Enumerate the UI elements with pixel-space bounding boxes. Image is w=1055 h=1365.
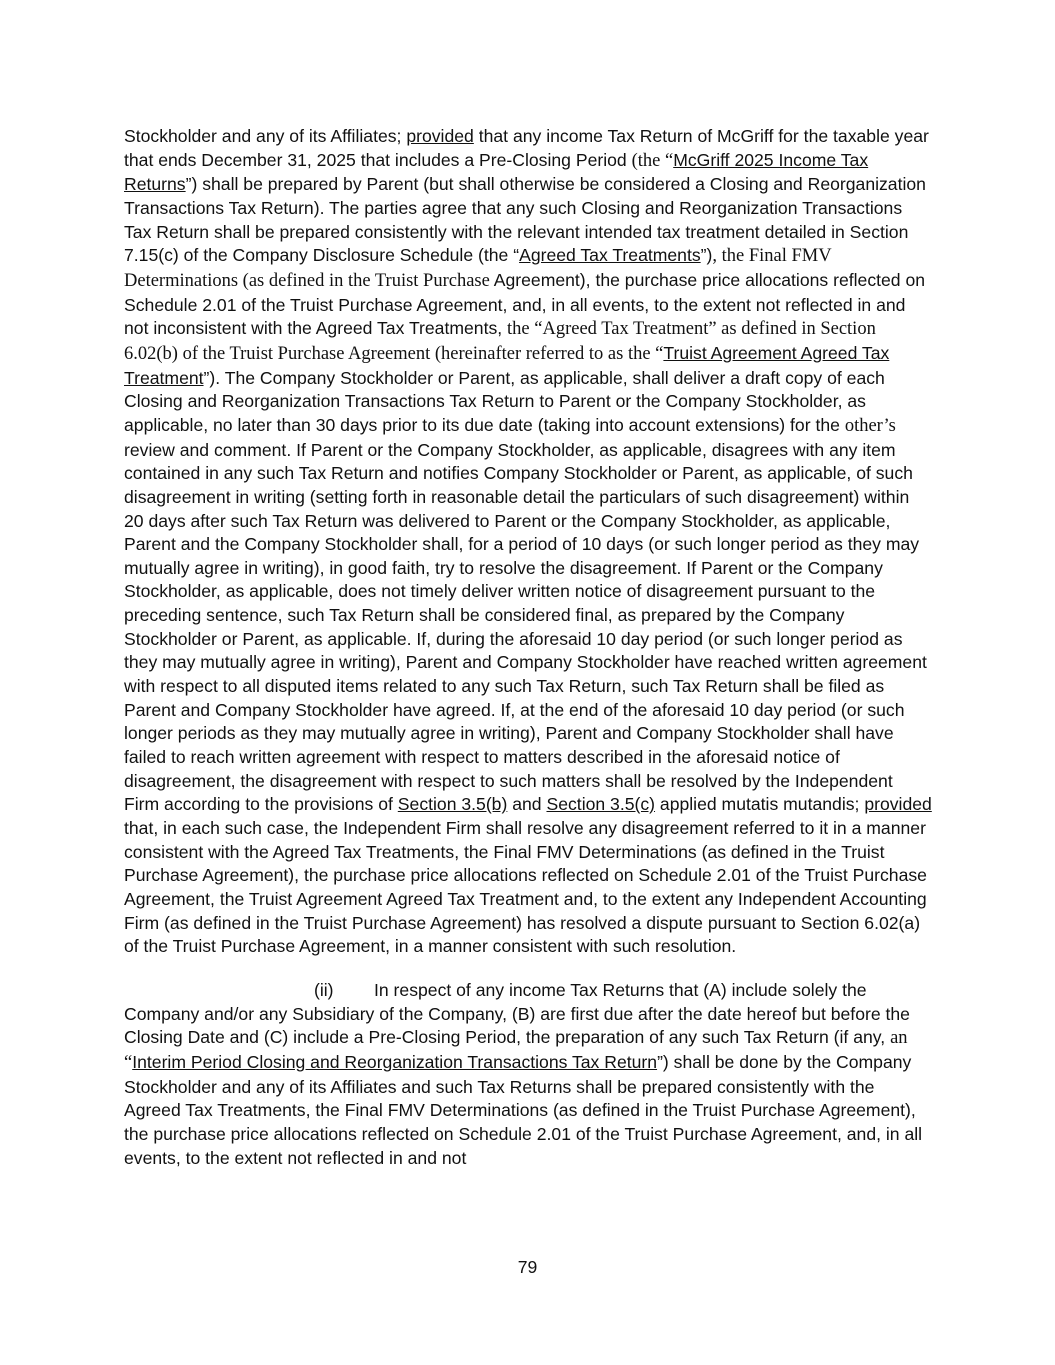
- defined-term-agreed-tax-treatments: Agreed Tax Treatments: [519, 245, 701, 266]
- page-number: 79: [517, 1257, 538, 1277]
- section-reference-3-5-b: Section 3.5(b): [397, 794, 508, 815]
- text-run: ”) shall be prepared by Parent (but shall otherwise be considered a Closing and Reorganization Transactions Tax Return). The parties agree that any such Closing and Reorganization Transactions Tax Return shall be prepared consistently with the relevant intended tax treatment detailed in Section 7.15(c) of the Company Disclosure Schedule (the “: [124, 174, 926, 266]
- subsection-marker: (ii): [314, 979, 334, 1000]
- text-run: Stockholder and any of its Affiliates;: [124, 126, 407, 146]
- provided-term: provided: [406, 126, 474, 146]
- text-run: , the Final FMV Determinations (as defined in the Truist Purchase: [124, 246, 832, 291]
- defined-term-truist-agreement: Truist Agreement Agreed Tax Treatment: [124, 342, 890, 388]
- text-run: (the “: [631, 150, 674, 171]
- tax-return-paragraph: [124, 125, 932, 959]
- text-run: ”). The Company Stockholder or Parent, as applicable, shall deliver a draft copy of each Closing and Reorganization Transactions Tax Return to Parent or the Company Stockholder, as applicable, no later than 30 days prior to its due date (taking into account extensions) for the: [124, 367, 885, 435]
- text-run: Agreement), the purchase price allocations reflected on Schedule 2.01 of the Truist Purchase Agreement, and, in all events, to the extent not reflected in and not inconsistent with the Agreed Tax Treatments,: [124, 269, 926, 339]
- interim-tax-return-paragraph: [124, 979, 932, 1170]
- section-reference-3-5-c: Section 3.5(c): [546, 794, 656, 815]
- text-run: and: [507, 794, 547, 815]
- document-page: [124, 125, 932, 1170]
- defined-term-interim-period: Interim Period Closing and Reorganization Transactions Tax Return: [132, 1051, 658, 1072]
- text-run: the “Agreed Tax Treatment” as defined in Section 6.02(b) of the Truist Purchase Agreement (hereinafter referred to as the “: [124, 319, 876, 364]
- text-run: In respect of any income Tax Returns that (A) include solely the Company and/or any Subsidiary of the Company, (B) are first due after the date hereof but before the Closing Date and (C) include a Pre-Closing Period, the preparation of any such Tax Return (if any,: [124, 979, 910, 1048]
- text-run: ”): [700, 245, 713, 266]
- text-run: that any income Tax Return of McGriff for the taxable year that ends December 31, 2025 that includes a Pre-Closing Period: [124, 126, 929, 170]
- defined-term-mcgriff: McGriff 2025 Income Tax Returns: [124, 149, 869, 195]
- text-run: review and comment. If Parent or the Company Stockholder, as applicable, disagrees with any item contained in any such Tax Return and notifies Company Stockholder or Parent, as applicable, of such disagreement in writing (setting forth in reasonable detail the particulars of such disagreement) within 20 days after such Tax Return was delivered to Parent or the Company Stockholder, as applicable, Parent and the Company Stockholder shall, for a period of 10 days (or such longer period as they may mutually agree in writing), in good faith, try to resolve the disagreement. If Parent or the Company Stockholder, as applicable, does not timely deliver written notice of disagreement pursuant to the preceding sentence, such Tax Return shall be considered final, as prepared by the Company Stockholder or Parent, as applicable. If, during the aforesaid 10 day period (or such longer period as they may mutually agree in writing), Parent and Company Stockholder have reached written agreement with respect to all disputed items related to any such Tax Return, such Tax Return shall be filed as Parent and Company Stockholder have agreed. If, at the end of the aforesaid 10 day period (or such longer periods as they may mutually agree in writing), Parent and Company Stockholder shall have failed to reach written agreement with respect to matters described in the aforesaid notice of disagreement, the disagreement with respect to such matters shall be resolved by the Independent Firm according to the provisions of: [124, 439, 927, 815]
- text-run: an “: [124, 1028, 908, 1073]
- text-run: applied mutatis mutandis;: [655, 794, 865, 815]
- provided-term: provided: [864, 794, 932, 815]
- text-run: that, in each such case, the Independent Firm shall resolve any disagreement referred to it in a manner consistent with the Agreed Tax Treatments, the Final FMV Determinations (as defined in the Truist Purchase Agreement), the purchase price allocations reflected on Schedule 2.01 of the Truist Purchase Agreement, the Truist Agreement Agreed Tax Treatment and, to the extent any Independent Accounting Firm (as defined in the Truist Purchase Agreement) has resolved a dispute pursuant to Section 6.02(a) of the Truist Purchase Agreement, in a manner consistent with such resolution.: [124, 818, 927, 957]
- text-run: ”) shall be done by the Company Stockholder and any of its Affiliates and such Tax Returns shall be prepared consistently with the Agreed Tax Treatments, the Final FMV Determinations (as defined in the Truist Purchase Agreement), the purchase price allocations reflected on Schedule 2.01 of the Truist Purchase Agreement, and, in all events, to the extent not reflected in and not: [124, 1051, 923, 1168]
- text-run: other’s: [844, 415, 896, 436]
